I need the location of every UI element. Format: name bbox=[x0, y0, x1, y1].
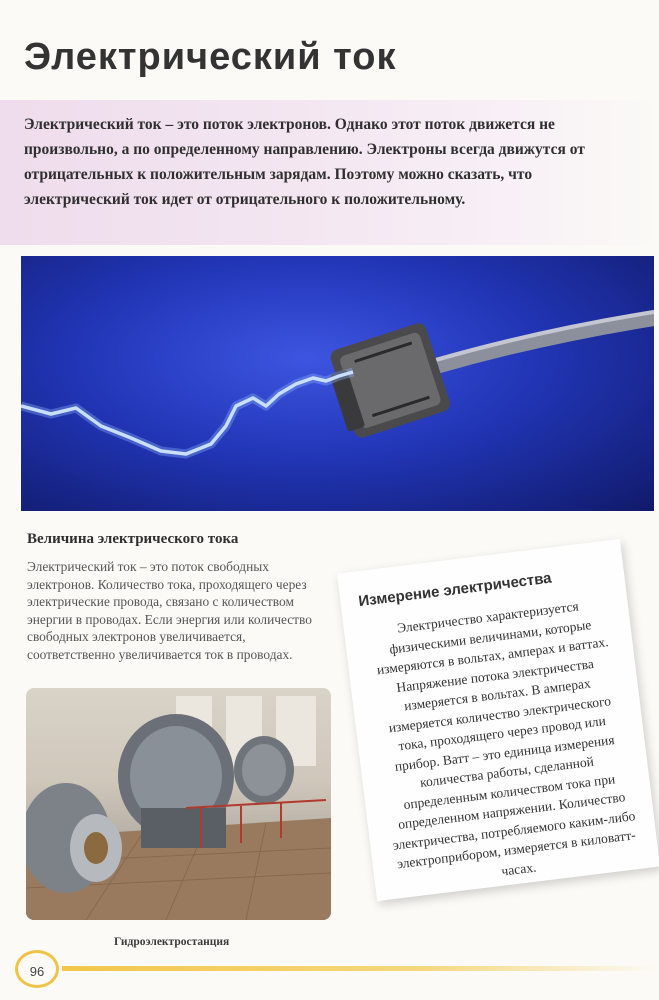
electric-spark-cable-icon bbox=[21, 256, 654, 511]
note-title: Измерение электричества bbox=[357, 569, 553, 611]
page-title: Электрический ток bbox=[24, 36, 397, 78]
section-paragraph: Электрический ток – это поток свободных электронов. Количество тока, проходящего через электрические провода, связано с количеством энергии в проводах. Если энергия или количество свободных электронов увеличивается, соответственно увеличивается ток в проводах. bbox=[27, 559, 312, 662]
electric-spark-photo bbox=[21, 256, 654, 511]
photo-caption: Гидроэлектростанция bbox=[114, 936, 230, 948]
measurement-note-card bbox=[337, 539, 659, 901]
page-number: 96 bbox=[15, 950, 59, 988]
footer-rule bbox=[62, 966, 659, 971]
hydro-plant-turbines-icon bbox=[26, 688, 331, 920]
hydro-plant-photo bbox=[26, 688, 331, 920]
intro-paragraph: Электрический ток – это поток электронов. Однако этот поток движется не произвольно, а по определенному направлению. Электроны всегда движутся от отрицательных к положительным зарядам. Поэтому можно сказать, что электрический ток идет от отрицательного к положительному. bbox=[24, 116, 585, 208]
note-body: Электричество характеризуется физическими величинами, которые измеряются в вольтах, амперах и ваттах. Напряжение потока электричества измеряется в вольтах. В амперах измеряется количество электрического тока, проходящего через провод или прибор. Ватт – это единица измерения количества работы, сделанной определенным количеством тока при определенном напряжении. Количество электричества, потребляемого каким-либо электроприбором, измеряется в киловатт-часах. bbox=[376, 598, 637, 879]
section-heading: Величина электрического тока bbox=[27, 531, 239, 547]
